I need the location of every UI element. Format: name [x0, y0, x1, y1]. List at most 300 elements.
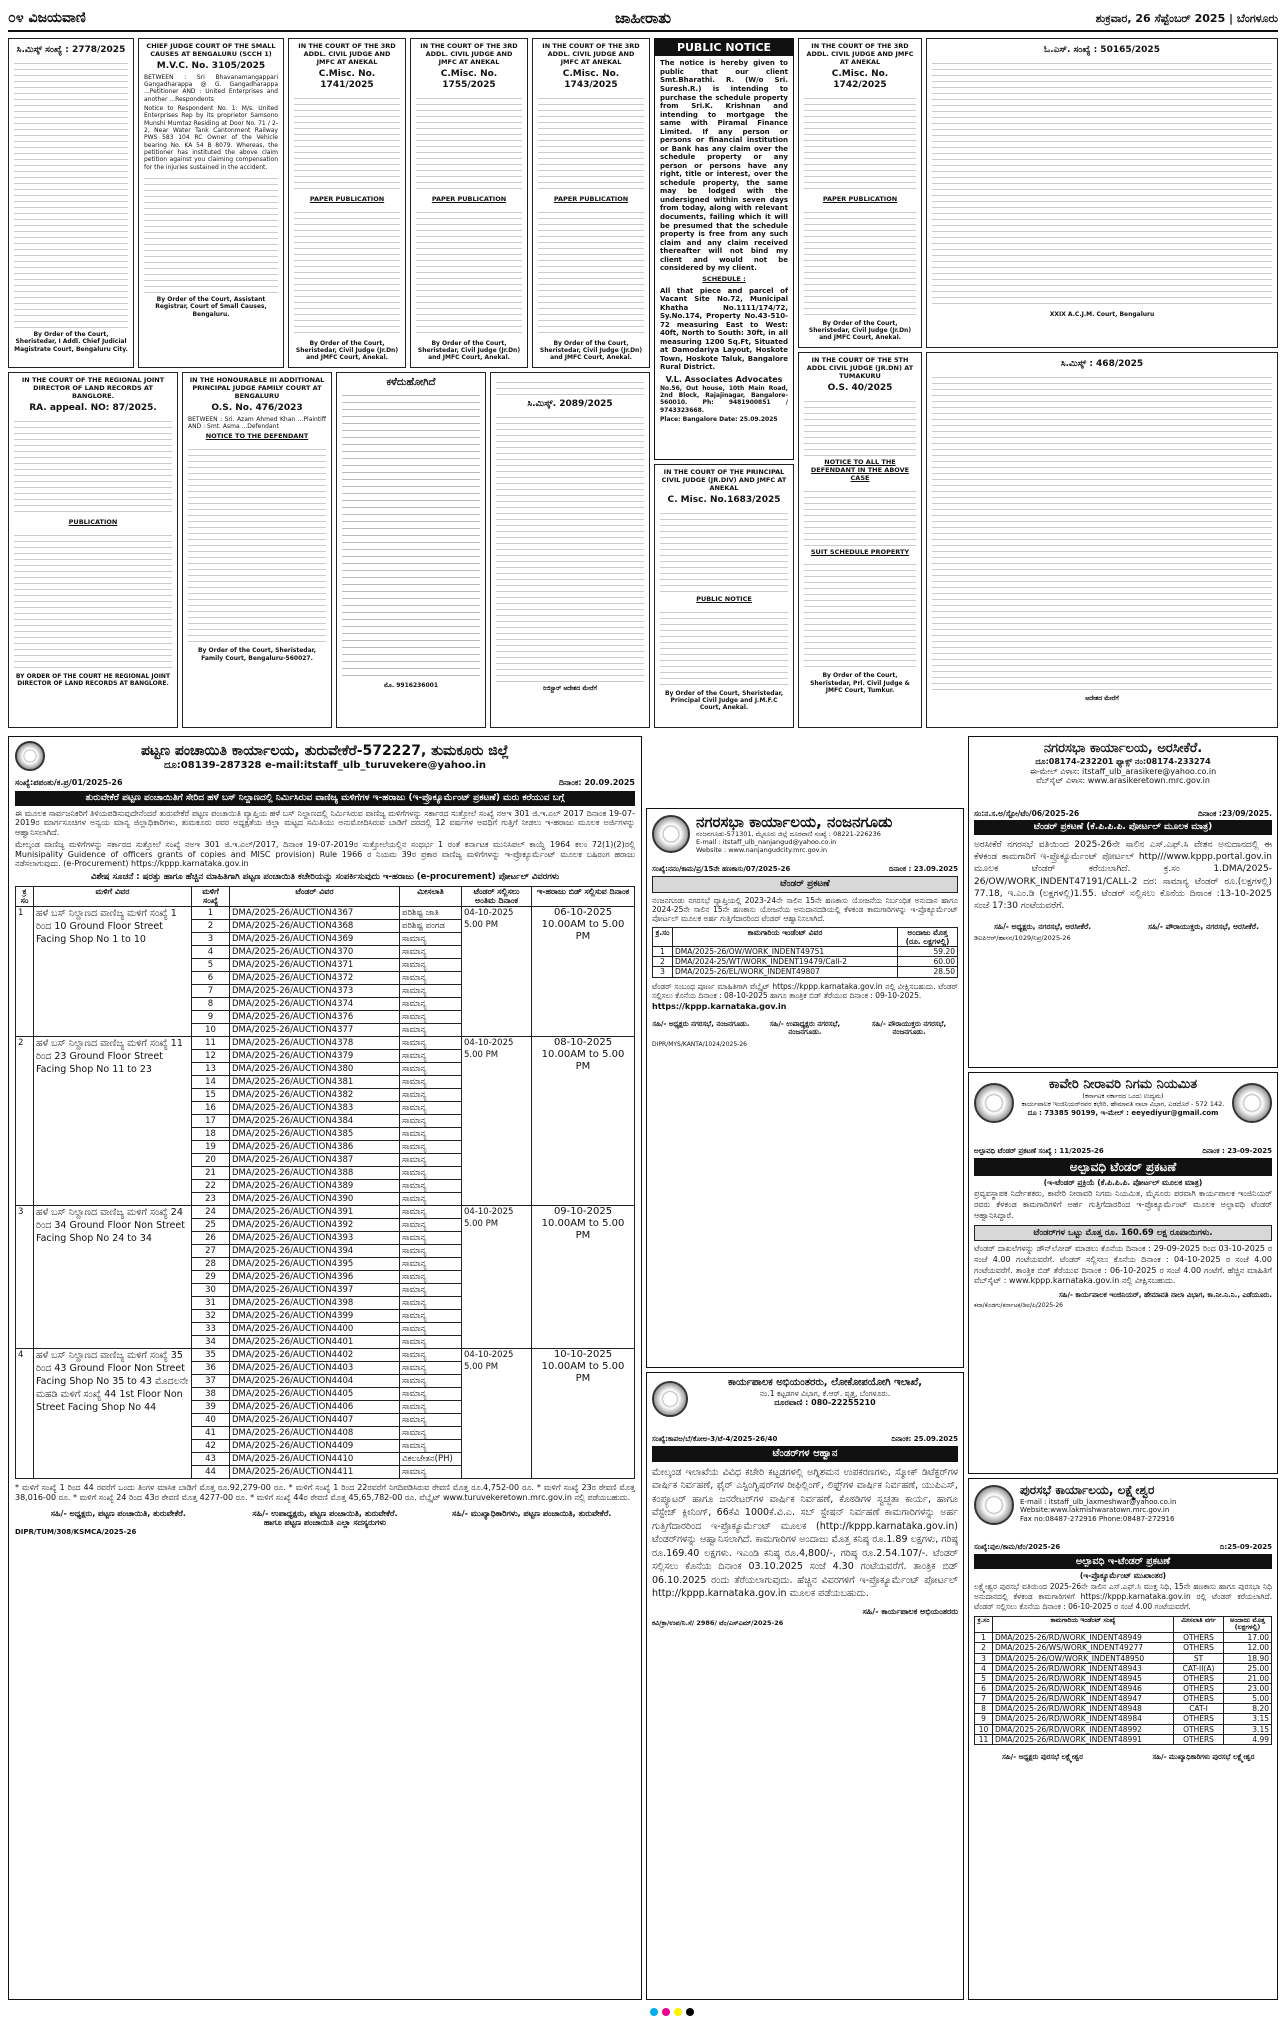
ad-footnote: * ಮಳಿಗೆ ಸಂಖ್ಯೆ 1 ರಿಂದ 44 ರವರೆಗೆ ಒಂದು ತಿಂಗಳ ಮಾಸಿಕ ಬಾಡಿಗೆ ಮೊತ್ತ ರೂ.92,279-00 ರೂ. * ಮಳಿಗೆ ಸಂಖ್ಯೆ 1 ರಿಂದ 22ರವರೆಗೆ ನಿಗದಿಪಡಿಸಿರುವ ಠೇವಣಿ ಮೊತ್ತ ರೂ.4,752-00 ರೂ. * ಮಳಿಗೆ ಸಂಖ್ಯೆ 23ರ ಠೇವಣಿ ಮೊತ್ತ 38,016-00 ರೂ. * ಮಳಿಗೆ ಸಂಖ್ಯೆ 24 ರಿಂದ 43ರ ಠೇವಣಿ ಮೊತ್ತ 4277-00 ರೂ. * ಮಳಿಗೆ ಸಂಖ್ಯೆ 44ರ ಠೇವಣಿ ಮೊತ್ತ 45,65,782-00 ರೂ. ವೆಬ್ಸೈಟ್ www.turuvekeretown.mrc.gov.in ನಲ್ಲಿ ಪಡೆಯಬಹುದು. — [15, 1483, 635, 1502]
page-number: ೦೪ ವಿಜಯವಾಣಿ — [8, 10, 86, 26]
dipr-code: DIPR/MYS/KANTA/1024/2025-26 — [652, 1040, 747, 1048]
reservation: ಸಾಮಾನ್ಯ — [400, 972, 462, 985]
table-cell: 2 — [653, 957, 673, 967]
signature-vice-president: ಸಹಿ/- ಉಪಾಧ್ಯಕ್ಷರು, ಪಟ್ಟಣ ಪಂಚಾಯಿತಿ, ತುರುವೇಕೆರೆ. — [252, 1508, 398, 1518]
notice-signature: ಮೊ. 9916236001 — [383, 682, 439, 690]
shop-number: 32 — [192, 1310, 230, 1323]
reservation: ಸಾಮಾನ್ಯ — [400, 1180, 462, 1193]
group-description: ಹಳೆ ಬಸ್ ನಿಲ್ದಾಣದ ವಾಣಿಜ್ಯ ಮಳಿಗೆ ಸಂಖ್ಯೆ 35 ರಿಂದ 43 Ground Floor Non Street Facing Shop No 35 to 43 ಮೊದಲನೇ ಮಹಡಿ ಮಳಿಗೆ ಸಂಖ್ಯೆ 44 1st Floor Non Street Facing Shop No 44 — [34, 1349, 192, 1479]
shop-number: 44 — [192, 1466, 230, 1479]
ad-body: ಲಕ್ಷ್ಮೇಶ್ವರ ಪುರಸಭೆ ವತಿಯಿಂದ 2025-26ನೇ ಸಾಲಿನ ಎಸ್.ಎಫ್.ಸಿ ಮುಕ್ತ ನಿಧಿ, 15ನೇ ಹಣಕಾಸು ಹಾಗೂ ಪುರಸಭಾ ನಿಧಿ ಅನುದಾನದಲ್ಲಿ ಕೆಳಕಂಡ ಕಾಮಗಾರಿಗಳಿಗೆ https://kppp.karnataka.gov.in ರಲ್ಲಿ ಟೆಂಡರ್ ಕರೆಯಲಾಗಿದೆ. ಟೆಂಡರ್ ಸಲ್ಲಿಸಲು ಕೊನೆಯ ದಿನಾಂಕ : 06-10-2025 ರ ಸಂಜೆ 4.00 ಗಂಟೆಯವರೆಗೆ. — [974, 1582, 1272, 1611]
black-dot — [686, 2008, 694, 2016]
table-cell: DMA/2025-26/RD/WORK_INDENT48991 — [993, 1734, 1174, 1744]
reservation: ಸಾಮಾನ್ಯ — [400, 1362, 462, 1375]
bid-date: 06-10-2025 10.00AM to 5.00 PM — [532, 907, 635, 1037]
reservation: ಸಾಮಾನ್ಯ — [400, 985, 462, 998]
tender-id: DMA/2025-26/AUCTION4384 — [230, 1115, 400, 1128]
tender-id: DMA/2025-26/AUCTION4369 — [230, 933, 400, 946]
notice-cmisc-2778 — [8, 38, 134, 368]
reference-number: ಸಂಖ್ಯೆ:ಪಪಂತು/ಕ.ಪ್ರ/01/2025-26 — [15, 778, 123, 787]
col-header: ಅಂದಾಜು ಮೊತ್ತ (ರೂ. ಲಕ್ಷಗಳಲ್ಲಿ) — [898, 927, 958, 946]
ad-banner: ಟೆಂಡರ್ ಪ್ರಕಟಣೆ — [652, 876, 958, 893]
reservation: ಸಾಮಾನ್ಯ — [400, 1284, 462, 1297]
office-website: Website : www.nanjangudcity.mrc.gov.in — [696, 846, 828, 855]
notice-mvc-3105 — [138, 38, 284, 368]
tender-id: DMA/2025-26/AUCTION4408 — [230, 1427, 400, 1440]
case-parties: BETWEEN : Sri Bhavanamangappari Gangadharappa @ G. Gangadharappa ...Petitioner AND : United Enterprises and another ...Respondents — [144, 73, 278, 103]
reservation: ಸಾಮಾನ್ಯ — [400, 1089, 462, 1102]
table-cell: DMA/2025-26/RD/WORK_INDENT48945 — [993, 1673, 1174, 1683]
notice-text-block — [294, 207, 400, 337]
signature-president: ಸಹಿ/- ಅಧ್ಯಕ್ಷರು, ನಗರಸಭೆ, ಅರಸೀಕೆರೆ. — [993, 921, 1092, 931]
notice-body: The notice is hereby given to public that our client Smt.Bharathi. R. (W/o Sri. Suresh.R.) is intending to purchase the schedule property from Sri.K. Krishnan and intending to mortgage the same with Piramal Finance Limited. If any person or persons or financial institution or Bank has any claim over the schedule property or any person or persons have any right, title or interest, over the schedule property, the same may be lodged with the undersigned within seven days from today, along with relevant documents, failing which it will be presumed that the schedule property is free from any such claim and any claim received thereafter will not bind my client and would not be considered by my client. — [660, 59, 788, 273]
tender-id: DMA/2025-26/AUCTION4399 — [230, 1310, 400, 1323]
notice-signature: By Order of the Court, Sheristedar, Principal Civil Judge and J.M.F.C Court, Anekal. — [664, 689, 784, 712]
ad-banner-sub: (ಇ-ಪ್ರೊಕ್ಯೂರ್ಮೆಂಟ್ ಮುಖಾಂತರ) — [1079, 1571, 1167, 1581]
reservation: ಸಾಮಾನ್ಯ — [400, 1427, 462, 1440]
tender-id: DMA/2025-26/AUCTION4387 — [230, 1154, 400, 1167]
reference-number: ಸಂ:ನ.ಸ.ಅ/ಸ್ಟೋ/ಟೆಂ/06/2025-26 — [974, 809, 1080, 818]
table-cell: OTHERS — [1174, 1684, 1224, 1694]
notice-signature: ರಿಜಿಸ್ಟ್ರಾರ್ ಆದೇಶದ ಮೇರೆಗೆ — [543, 684, 597, 692]
tender-id: DMA/2025-26/AUCTION4388 — [230, 1167, 400, 1180]
office-name: ನಗರಸಭಾ ಕಾರ್ಯಾಲಯ, ಅರಸೀಕೆರೆ. — [1043, 741, 1203, 756]
tender-id: DMA/2025-26/AUCTION4377 — [230, 1024, 400, 1037]
table-cell: 8 — [975, 1704, 993, 1714]
notice-text-block — [496, 377, 644, 397]
notice-text-block — [188, 444, 326, 644]
ad-banner: ತುರುವೇಕೆರೆ ಪಟ್ಟಣ ಪಂಚಾಯಿತಿಗೆ ಸೇರಿದ ಹಳೆ ಬಸ್ ನಿಲ್ದಾಣದಲ್ಲಿ ನಿರ್ಮಿಸಿರುವ ವಾಣಿಜ್ಯ ಮಳಿಗೆಗಳ ಇ-ಹರಾಜು (ಇ-ಪ್ರೊಕ್ಯೂರ್ಮೆಂಟ್ ಪ್ರಕಟಣೆ) ಮರು ಕರೆಯುವ ಬಗ್ಗೆ — [15, 791, 635, 806]
shop-number: 13 — [192, 1063, 230, 1076]
table-cell: DMA/2025-26/WS/WORK_INDENT49277 — [993, 1643, 1174, 1653]
signature-commissioner: ಸಹಿ/- ಪೌರಾಯುಕ್ತರು, ನಗರಸಭೆ, ಅರಸೀಕೆರೆ. — [1147, 921, 1259, 931]
table-row — [975, 1673, 1272, 1683]
notice-text-block — [804, 396, 916, 456]
tender-id: DMA/2025-26/AUCTION4382 — [230, 1089, 400, 1102]
ad-header — [652, 1377, 958, 1433]
table-cell: DMA/2025-26/RD/WORK_INDENT48984 — [993, 1714, 1174, 1724]
table-row — [16, 907, 635, 920]
table-row — [975, 1694, 1272, 1704]
table-row — [975, 1643, 1272, 1653]
tender-id: DMA/2025-26/AUCTION4407 — [230, 1414, 400, 1427]
case-number: M.V.C. No. 3105/2025 — [156, 60, 266, 71]
shop-number: 8 — [192, 998, 230, 1011]
reservation: ಸಾಮಾನ್ಯ — [400, 1297, 462, 1310]
tender-id: DMA/2025-26/AUCTION4379 — [230, 1050, 400, 1063]
table-cell: 59.20 — [898, 947, 958, 957]
group-description: ಹಳೆ ಬಸ್ ನಿಲ್ದಾಣದ ವಾಣಿಜ್ಯ ಮಳಿಗೆ ಸಂಖ್ಯೆ 1 ರಿಂದ 10 Ground Floor Street Facing Shop No 1 to 10 — [34, 907, 192, 1037]
ad-header — [974, 741, 1272, 807]
notice-signature: By Order of the Court, Sheristedar, Prl. Civil Judge & JMFC Court, Tumkur. — [810, 672, 910, 695]
last-date: 04-10-2025 5.00 PM — [462, 1349, 532, 1479]
ad-body: ಅರಸೀಕೆರೆ ನಗರಸಭೆ ವತಿಯಿಂದ 2025-26ನೇ ಸಾಲಿನ ಎಸ್.ಎಫ್.ಸಿ ವೇತನ ಅನುದಾನದಲ್ಲಿ ಈ ಕೆಳಕಂಡ ಕಾಮಗಾರಿಗೆ ಇ-ಪ್ರೊಕ್ಯೂರ್ಮೆಂಟ್ ಪೋರ್ಟಲ್ http///www.kppp.portal.gov.in ಮೂಲಕ ಟೆಂಡರ್ ಕರೆಯಲಾಗಿದೆ. ಕ್ರ.ಸಂ 1.DMA/2025-26/OW/WORK_INDENT47191/CALL-2 ದರ: ಸಾಮಾನ್ಯ ಟೆಂಡರ್ ರೂ.(ಲಕ್ಷಗಳಲ್ಲಿ) 77.18, ಇ.ಎಂ.ಡಿ (ಲಕ್ಷಗಳಲ್ಲಿ)1.55. ಟೆಂಡರ್ ಸಲ್ಲಿಸಲು ಕೊನೆಯ ದಿನಾಂಕ :13-10-2025 ಸಂಜೆ 17:30 ಗಂಟೆಯವರೆಗೆ. — [974, 840, 1272, 911]
table-row — [16, 1037, 635, 1050]
tender-amount: ಟೆಂಡರ್‌ಗಳ ಒಟ್ಟು ಮೊತ್ತ ರೂ. 160.69 ಲಕ್ಷ ರೂಪಾಯಿಗಳು. — [974, 1225, 1272, 1241]
karnataka-emblem-icon — [652, 1381, 688, 1417]
signature-engineer: ಸಹಿ/- ಕಾರ್ಯಪಾಲಕ ಅಭಿಯಂತರರು — [862, 1606, 958, 1616]
reference-number: ಅಲ್ಪಾವಧಿ ಟೆಂಡರ್ ಪ್ರಕಟಣೆ ಸಂಖ್ಯೆ : 11/2025-26 — [974, 1147, 1104, 1155]
tender-id: DMA/2025-26/AUCTION4400 — [230, 1323, 400, 1336]
ref-line — [15, 778, 635, 788]
notice-cmisc-2089 — [490, 372, 650, 728]
notice-text-block — [144, 173, 278, 293]
notice-text-block — [496, 412, 644, 682]
lakshmeshwar-table-body — [975, 1633, 1272, 1745]
office-email: E-mail : itstaff_ulb_nanjangud@yahoo.co.in — [696, 838, 837, 847]
notice-signature: By Order of the Court, Sheristedar, Civil Judge (Jr.Dn) and JMFC Court, Anekal. — [808, 319, 912, 342]
table-cell: 5.00 — [1224, 1694, 1272, 1704]
masthead — [8, 6, 1278, 32]
tender-id: DMA/2025-26/AUCTION4374 — [230, 998, 400, 1011]
notice-date: ದಿನಾಂಕ: 25.09.2025 — [891, 1435, 958, 1443]
table-cell: OTHERS — [1174, 1694, 1224, 1704]
tender-id: DMA/2025-26/AUCTION4385 — [230, 1128, 400, 1141]
court-name: IN THE COURT OF THE 3RD ADDL. CIVIL JUDGE AND JMFC AT ANEKAL — [420, 42, 518, 66]
notice-signature: By Order of the Court, Sheristedar, Civil Judge (Jr.Dn) and JMFC Court, Anekal. — [417, 339, 521, 362]
ad-banner: ಅಲ್ಪಾವಧಿ ಇ-ಟೆಂಡರ್ ಪ್ರಕಟಣೆ — [974, 1554, 1272, 1570]
notice-signature: By Order of the Court, Sheristedar, Civil Judge (Jr.Dn) and JMFC Court, Anekal. — [539, 339, 643, 362]
lakshmeshwar-tender-table — [974, 1616, 1272, 1745]
tender-id: DMA/2025-26/AUCTION4367 — [230, 907, 400, 920]
notice-title: ಸಿ.ಮಿಸ್ಕ್ ಸಂಖ್ಯೆ : 2778/2025 — [16, 45, 126, 55]
case-number: C.Misc. No. 1741/2025 — [318, 68, 376, 90]
last-date: 04-10-2025 5.00 PM — [462, 907, 532, 1037]
karnataka-emblem-icon — [1232, 1083, 1272, 1123]
reservation: ಸಾಮಾನ್ಯ — [400, 1349, 462, 1362]
court-name: IN THE COURT OF THE 3RD ADDL. CIVIL JUDGE AND JMFC AT ANEKAL — [298, 42, 396, 66]
office-name: ಕಾರ್ಯಪಾಲಕ ಅಭಿಯಂತರರು, ಲೋಕೋಪಯೋಗಿ ಇಲಾಖೆ, — [727, 1377, 923, 1388]
notice-subtitle: PAPER PUBLICATION — [431, 194, 507, 203]
notice-cmisc-1755 — [410, 38, 528, 368]
office-phone: Fax no:08487-272916 Phone:08487-272916 — [1020, 1514, 1175, 1523]
table-header-row — [16, 886, 635, 907]
col-header: ಮೀಸಲಾತಿ ವರ್ಗ — [1174, 1616, 1224, 1633]
notice-text-block — [538, 207, 644, 337]
notice-signature: XXIX A.C.J.M. Court, Bengaluru — [1049, 310, 1155, 318]
notice-land-records-appeal — [8, 372, 178, 728]
reservation: ಸಾಮಾನ್ಯ — [400, 946, 462, 959]
tender-id: DMA/2025-26/AUCTION4406 — [230, 1401, 400, 1414]
table-row — [975, 1663, 1272, 1673]
shop-number: 27 — [192, 1245, 230, 1258]
table-cell: OTHERS — [1174, 1643, 1224, 1653]
reservation: ಸಾಮಾನ್ಯ — [400, 1141, 462, 1154]
col-header: ಮೀಸಲಾತಿ — [400, 886, 462, 907]
signature-chief-officer: ಸಹಿ/- ಮುಖ್ಯಾಧಿಕಾರಿಗಳು ಪುರಸಭೆ ಲಕ್ಷ್ಮೇಶ್ವರ — [1152, 1752, 1255, 1761]
tender-id: DMA/2025-26/AUCTION4380 — [230, 1063, 400, 1076]
office-address: ಕಾರ್ಯಪಾಲಕ ಇಂಜಿನಿಯರ್‌ರವರ ಕಛೇರಿ, ಹೇಮಾವತಿ ನಾಲಾ ವಿಭಾಗ, ಎಡದೊರೆ - 572 142. — [1021, 1099, 1225, 1108]
office-address: ನಂ.1 ಕಟ್ಟಡಗಳ ವಿಭಾಗ, ಕೆ.ಆರ್. ವೃತ್ತ, ಬೆಂಗಳೂರು. — [759, 1389, 891, 1399]
case-number: O.S. No. 476/2023 — [211, 402, 303, 413]
ref-line — [974, 809, 1272, 818]
reference-number: ಸಂಖ್ಯೆ:ಕಾಪಅ/ಬೆ/ಕೋಅ-3/ಟೆ-4/2025-26/40 — [652, 1435, 778, 1443]
notice-subtitle: NOTICE TO ALL THE DEFENDANT IN THE ABOVE CASE — [810, 457, 910, 482]
court-name: IN THE COURT OF THE REGIONAL JOINT DIRECTOR OF LAND RECORDS AT BANGLORE. — [21, 376, 165, 400]
notice-subtitle: PAPER PUBLICATION — [822, 194, 898, 203]
reservation: ಸಾಮಾನ್ಯ — [400, 1050, 462, 1063]
tender-id: DMA/2025-26/AUCTION4404 — [230, 1375, 400, 1388]
nanjangud-table-body — [653, 947, 958, 977]
office-phone: ದೂರವಾಣಿ : 080-22255210 — [774, 1398, 876, 1408]
ad-signatures — [974, 922, 1272, 931]
last-date: 04-10-2025 5.00 PM — [462, 1206, 532, 1349]
ref-line — [974, 1543, 1272, 1552]
shop-number: 14 — [192, 1076, 230, 1089]
tender-id: DMA/2025-26/AUCTION4368 — [230, 920, 400, 933]
table-row — [653, 957, 958, 967]
table-cell: 7 — [975, 1694, 993, 1704]
bid-date: 10-10-2025 10.00AM to 5.00 PM — [532, 1349, 635, 1479]
ad-body-2: ಟೆಂಡರ್ ಸಂಬಂಧ ಪೂರ್ಣ ಮಾಹಿತಿಗಾಗಿ ವೆಬ್ಸೈಟ್ https://kppp.karnataka.gov.in ನಲ್ಲಿ ವೀಕ್ಷಿಸಬಹುದು. ಟೆಂಡರ್ ಸಲ್ಲಿಸಲು ಕೊನೆಯ ದಿನಾಂಕ : 08-10-2025 ಹಾಗೂ ತಾಂತ್ರಿಕ ಬಿಡ್ ತೆರೆಯುವ ದಿನಾಂಕ : 09-10-2025. — [652, 981, 958, 1000]
notice-cmisc-1683 — [654, 464, 794, 728]
table-cell: 8.20 — [1224, 1704, 1272, 1714]
table-cell: OTHERS — [1174, 1633, 1224, 1643]
karnataka-emblem-icon — [652, 815, 690, 853]
tender-id: DMA/2025-26/AUCTION4403 — [230, 1362, 400, 1375]
shop-number: 10 — [192, 1024, 230, 1037]
signature-members: ಹಾಗೂ ಪಟ್ಟಣ ಪಂಚಾಯಿತಿ ಎಲ್ಲಾ ಸದಸ್ಯರುಗಳು — [263, 1518, 387, 1528]
case-number: ಸಿ.ಮಿಸ್ಕ್. 2089/2025 — [527, 399, 613, 409]
reservation: ಸಾಮಾನ್ಯ — [400, 1401, 462, 1414]
table-header-row — [975, 1616, 1272, 1633]
notice-text-block — [804, 486, 916, 546]
table-cell: 1 — [975, 1633, 993, 1643]
table-cell: 1 — [653, 947, 673, 957]
table-row — [16, 1349, 635, 1362]
reservation: ಸಾಮಾನ್ಯ — [400, 1388, 462, 1401]
nanjangud-tender-ad — [646, 808, 964, 1368]
auction-table — [15, 886, 635, 1480]
shop-number: 29 — [192, 1271, 230, 1284]
table-cell: OTHERS — [1174, 1673, 1224, 1683]
notice-place-date: Place: Bangalore Date: 25.09.2025 — [660, 415, 778, 423]
notice-text-block — [660, 607, 788, 687]
notice-text-block — [416, 207, 522, 337]
bid-date: 09-10-2025 10.00AM to 5.00 PM — [532, 1206, 635, 1349]
notice-subtitle: PUBLIC NOTICE — [696, 594, 752, 603]
table-cell: DMA/2025-26/EL/WORK_INDENT49807 — [673, 967, 898, 977]
shop-number: 41 — [192, 1427, 230, 1440]
yellow-dot — [674, 2008, 682, 2016]
portal-link[interactable]: https://kppp.karnataka.gov.in — [652, 1001, 787, 1011]
notice-signature: By Order of the Court, Assistant Registrar, Court of Small Causes, Bengaluru. — [155, 295, 267, 318]
notice-signature: BY ORDER OF THE COURT HE REGIONAL JOINT DIRECTOR OF LAND RECORDS AT BANGLORE. — [15, 672, 171, 687]
court-name: IN THE HONOURABLE III ADDITIONAL PRINCIPAL JUDGE FAMILY COURT AT BENGALURU — [189, 376, 325, 400]
notice-text-block — [14, 530, 172, 670]
reservation: ವಿಕಲಚೇತನ(PH) — [400, 1453, 462, 1466]
table-cell: 5 — [975, 1673, 993, 1683]
reservation: ಸಾಮಾನ್ಯ — [400, 1193, 462, 1206]
shop-number: 33 — [192, 1323, 230, 1336]
tender-id: DMA/2025-26/AUCTION4373 — [230, 985, 400, 998]
dipr-code: DIPR/TUM/308/KSMCA/2025-26 — [15, 1528, 137, 1537]
table-cell: DMA/2025-26/OW/WORK_INDENT49751 — [673, 947, 898, 957]
table-cell: 4.99 — [1224, 1734, 1272, 1744]
table-cell: 9 — [975, 1714, 993, 1724]
table-cell: DMA/2024-25/WT/WORK_INDENT19479/Call-2 — [673, 957, 898, 967]
shop-number: 26 — [192, 1232, 230, 1245]
office-name: ಪುರಸಭೆ ಕಾರ್ಯಾಲಯ, ಲಕ್ಷ್ಮೇಶ್ವರ — [1020, 1483, 1155, 1497]
tender-id: DMA/2025-26/AUCTION4391 — [230, 1206, 400, 1219]
tender-id: DMA/2025-26/AUCTION4372 — [230, 972, 400, 985]
table-row — [975, 1714, 1272, 1724]
col-header: ಕ್ರ.ಸಂ — [975, 1616, 993, 1633]
last-date: 04-10-2025 5.00 PM — [462, 1037, 532, 1206]
table-row — [975, 1734, 1272, 1744]
ad-banner: ಟೆಂಡರ್ ಪ್ರಕಟಣೆ (ಕೆ.ಪಿ.ಪಿ.ಪಿ. ಪೋರ್ಟಲ್ ಮೂಲಕ ಮಾತ್ರ) — [974, 820, 1272, 835]
case-number: RA. appeal. NO: 87/2025. — [29, 402, 157, 413]
ad-body: ಮೇಲ್ಕಂಡ ಇಲಾಖೆಯ ವಿವಿಧ ಕಚೇರಿ ಕಟ್ಟಡಗಳಲ್ಲಿ ಅಗ್ನಿಶಮನ ಉಪಕರಣಗಳು, ಸ್ಮೋಕ್ ಡಿಟೆಕ್ಟರ್‌ಗಳ ವಾರ್ಷಿಕ ನಿರ್ವಹಣೆ, ಫೈರ್ ಎಸ್ಟಿಂಗ್ವಿಷರ್‌ಗಳ ರೀಫಿಲ್ಲಿಂಗ್, ಲಿಫ್ಟ್‌ಗಳ ವಾರ್ಷಿಕ ನಿರ್ವಹಣೆ, ಯುಪಿಎಸ್, ಕಂಪ್ಯೂಟರ್ ಹಾಗೂ ಜನರೇಟರ್‌ಗಳ ವಾರ್ಷಿಕ ನಿರ್ವಹಣೆ, ಕೊಠಡಿಗಳ ಸ್ವಚ್ಛತಾ ಕಾರ್ಯ, ಹಾಗೂ ವೆಸ್ಟೇಜ್ ಕ್ಲೀನಿಂಗ್, 66ಕೆವಿ 1000ಕೆ.ವಿ.ಎ. ಸಬ್ ಸ್ಟೇಷನ್ ನಿರ್ವಹಣೆ ಕಾಮಗಾರಿಗಳನ್ನು ಅರ್ಹ ಗುತ್ತಿಗೆದಾರರಿಂದ ಇ-ಪ್ರೊಕ್ಯೂರ್ಮೆಂಟ್ ಮೂಲಕ (http://kppp.karnataka.gov.in) ಟೆಂಡರ್‌ಗಳನ್ನು ಆಹ್ವಾನಿಸಲಾಗಿದೆ. ಕಾಮಗಾರಿಗಳ ಅಂದಾಜು ಮೊತ್ತ ಕನಿಷ್ಠ ರೂ.1.89 ಲಕ್ಷಗಳು, ಗರಿಷ್ಠ ರೂ.169.40 ಲಕ್ಷಗಳು. ಇಎಂಡಿ ಕನಿಷ್ಠ ರೂ.4,800/-, ಗರಿಷ್ಠ ರೂ.2.54.107/-. ಟೆಂಡರ್ ಸಲ್ಲಿಸಲು ಕೊನೆಯ ದಿನಾಂಕ 03.10.2025 ಸಂಜೆ 4.30 ಗಂಟೆಯವರೆಗೆ. ತಾಂತ್ರಿಕ ಬಿಡ್ 06.10.2025 ರಂದು ತೆರೆಯಲಾಗುವುದು. ಹೆಚ್ಚಿನ ವಿವರಗಳಿಗೆ ಇ-ಪ್ರೊಕ್ಯೂರ್ಮೆಂಟ್ ಪೋರ್ಟಲ್ http://kppp.karnataka.gov.in ಮೂಲಕ ಪಡೆಯಬಹುದು. — [652, 1466, 958, 1600]
col-header: ಇ-ಹರಾಜು ಬಿಡ್ ಸಲ್ಲಿಸುವ ದಿನಾಂಕ — [532, 886, 635, 907]
ad-body: ನಂಜನಗೂಡು ನಗರಸಭೆ ವ್ಯಾಪ್ತಿಯಲ್ಲಿ 2023-24ನೇ ಸಾಲಿನ 15ನೇ ಹಣಕಾಸು ಯೋಜನೆಯ ನಿರ್ಬಂಧಿತ ಅನುದಾನ ಹಾಗೂ 2024-25ನೇ ಸಾಲಿನ 15ನೇ ಹಣಕಾಸು ಯೋಜನೆಯ ಅನುದಾನದಡಿಯಲ್ಲಿ ಕೆಳಕಂಡ ಕಾಮಗಾರಿಗಳನ್ನು ಇ-ಪ್ರೊಕ್ಯೂರ್ಮೆಂಟ್ ಪೋರ್ಟಲ್ ಮೂಲಕ ಅರ್ಹ ಗುತ್ತಿಗೆದಾರರಿಂದ ಟೆಂಡರ್ ಆಹ್ವಾನಿಸಲಾಗಿದೆ. — [652, 895, 958, 923]
tender-id: DMA/2025-26/AUCTION4411 — [230, 1466, 400, 1479]
table-cell: OTHERS — [1174, 1724, 1224, 1734]
notice-os-50165 — [926, 38, 1278, 348]
advocate-address: No.56, Out house, 10th Main Road, 2nd Block, Rajajinagar, Bangalore-560010. Ph: 9481900851 / 9743323668. — [660, 384, 788, 414]
tender-id: DMA/2025-26/AUCTION4398 — [230, 1297, 400, 1310]
court-name: IN THE COURT OF THE PRINCIPAL CIVIL JUDGE (JR.DIV) AND JMFC AT ANEKAL — [661, 468, 787, 492]
notice-title: PUBLIC NOTICE — [655, 39, 793, 56]
notice-cmisc-1742 — [798, 38, 922, 348]
table-cell: 17.00 — [1224, 1633, 1272, 1643]
dipr-code: ಕವಿ/ಕ್ರಾ/ಉಪ/ನಿ.ಸೆ/ 2986/ ಟೆಂ/ಎಸ್ಎಮ್/2025-26 — [652, 1619, 784, 1628]
ad-header — [974, 1483, 1272, 1541]
reservation: ಸಾಮಾನ್ಯ — [400, 1024, 462, 1037]
shop-number: 19 — [192, 1141, 230, 1154]
notice-text-block — [804, 559, 916, 669]
case-number: C. Misc. No.1683/2025 — [667, 494, 781, 505]
group-sl: 1 — [16, 907, 34, 1037]
tender-id: DMA/2025-26/AUCTION4378 — [230, 1037, 400, 1050]
table-cell: DMA/2025-26/RD/WORK_INDENT48947 — [993, 1694, 1174, 1704]
tender-id: DMA/2025-26/AUCTION4390 — [230, 1193, 400, 1206]
dipr-code: ಡಿಐಪಿಆರ್/ಹಾಸನ/1029/ನಿಪ್ರ/2025-26 — [974, 934, 1071, 943]
reservation: ಸಾಮಾನ್ಯ — [400, 933, 462, 946]
reservation: ಸಾಮಾನ್ಯ — [400, 1154, 462, 1167]
tender-id: DMA/2025-26/AUCTION4383 — [230, 1102, 400, 1115]
office-contact: ದೂ : 73385 90199, ಇ-ಮೇಲ್ : eeyediyur@gmail.com — [1027, 1108, 1219, 1117]
shop-number: 30 — [192, 1284, 230, 1297]
ad-signatures — [652, 1020, 958, 1037]
office-contact: ದೂ:08139-287328 e-mail:itstaff_ulb_turuvekere@yahoo.in — [163, 760, 487, 772]
shop-number: 17 — [192, 1115, 230, 1128]
office-email: E-mail : itstaff_ulb_laxmeshwar@yahoo.co.in — [1020, 1497, 1177, 1506]
signature-chief-officer: ಸಹಿ/- ಮುಖ್ಯಾಧಿಕಾರಿಗಳು, ಪಟ್ಟಣ ಪಂಚಾಯಿತಿ, ತುರುವೇಕೆರೆ. — [451, 1508, 612, 1518]
tender-id: DMA/2025-26/AUCTION4370 — [230, 946, 400, 959]
notice-signature: By Order of the Court, Sheristedar, I Addl. Chief Judicial Magistrate Court, Bengaluru City. — [14, 330, 128, 353]
lakshmeshwar-tender-ad — [968, 1478, 1278, 2000]
shop-number: 42 — [192, 1440, 230, 1453]
notice-text-block — [932, 58, 1272, 308]
reservation: ಸಾಮಾನ್ಯ — [400, 1011, 462, 1024]
col-header: ಕ್ರ.ಸಂ — [653, 927, 673, 946]
shop-number: 22 — [192, 1180, 230, 1193]
shop-number: 21 — [192, 1167, 230, 1180]
reference-number: ಸಂಖ್ಯೆ:ಪುಲ/ಕಾಮ/ಟೆಂ/2025-26 — [974, 1543, 1061, 1551]
table-cell: 3 — [653, 967, 673, 977]
table-cell: OTHERS — [1174, 1714, 1224, 1724]
kaveri-logo-icon — [974, 1083, 1014, 1123]
schedule-title: SUIT SCHEDULE PROPERTY — [810, 547, 910, 556]
table-cell: DMA/2025-26/RD/WORK_INDENT48992 — [993, 1724, 1174, 1734]
tender-id: DMA/2025-26/AUCTION4376 — [230, 1011, 400, 1024]
office-website: ವೆಬ್‌ಸೈಟ್ ವಿಳಾಸ: www.arasikeretown.mrc.gov.in — [1036, 776, 1210, 786]
issue-date: ಶುಕ್ರವಾರ, 26 ಸೆಪ್ಟೆಂಬರ್ 2025 | ಬೆಂಗಳೂರು — [1095, 12, 1278, 25]
table-cell: 18.90 — [1224, 1653, 1272, 1663]
office-email: ಈ-ಮೇಲ್ ವಿಳಾಸ: itstaff_ulb_arasikere@yahoo.co.in — [1029, 766, 1217, 776]
schedule-text: All that piece and parcel of Vacant Site No.72, Municipal Khatha No.1111/174/72, Sy.No.174, Property No.43-510-72 measuring East to West: 40ft, North to South: 30ft, in all measuring 1200 Sq.Ft, Situated at Damodariya Layout, Hoskote Town, Hoskote Taluk, Bangalore Rural District. — [660, 286, 788, 372]
shop-number: 1 — [192, 907, 230, 920]
table-cell: 28.50 — [898, 967, 958, 977]
reservation: ಸಾಮಾನ್ಯ — [400, 1310, 462, 1323]
shop-number: 18 — [192, 1128, 230, 1141]
notice-title: ಕಳೆದುಹೋಗಿದೆ — [386, 377, 436, 388]
shop-number: 40 — [192, 1414, 230, 1427]
court-name: IN THE COURT OF THE 3RD ADDL. CIVIL JUDGE AND JMFC AT ANEKAL — [542, 42, 640, 66]
table-row — [653, 967, 958, 977]
table-row — [975, 1633, 1272, 1643]
ad-body: ಪ್ರವ್ಯವಸ್ಥಾಪಕ ನಿರ್ದೇಶಕರು, ಕಾವೇರಿ ನೀರಾವರಿ ನಿಗಮ ನಿಯಮಿತ, ಮೈಸೂರು ಪರವಾಗಿ ಕಾರ್ಯಪಾಲಕ ಇಂಜಿನಿಯರ್ ರವರು ಕೆಳಕಂಡ ಕಾಮಗಾರಿಗಳಿಗೆ ಅರ್ಹ ಗುತ್ತಿಗೆದಾರರಿಂದ ಇ-ಪ್ರೊಕ್ಯೂರ್ಮೆಂಟ್ ಮೂಲಕ ಅಲ್ಪಾವಧಿ ಟೆಂಡರ್ ಆಹ್ವಾನಿಸಿದ್ದಾರೆ. — [974, 1189, 1272, 1220]
office-phone: ದೂ:08174-232201 ಫ್ಯಾಕ್ಸ್ ನಂ:08174-233274 — [1035, 756, 1211, 766]
shop-number: 24 — [192, 1206, 230, 1219]
table-cell: ST — [1174, 1653, 1224, 1663]
table-cell: DMA/2025-26/RD/WORK_INDENT48946 — [993, 1684, 1174, 1694]
shop-number: 3 — [192, 933, 230, 946]
signature-vice-president: ಸಹಿ/- ಉಪಾಧ್ಯಕ್ಷರು ನಗರಸಭೆ, ನಂಜನಗೂಡು. — [769, 1019, 841, 1037]
col-header: ಅಂದಾಜು ಮೊತ್ತ (ಲಕ್ಷಗಳಲ್ಲಿ) — [1224, 1616, 1272, 1633]
shop-number: 31 — [192, 1297, 230, 1310]
case-number: O.S. 40/2025 — [827, 382, 893, 393]
reservation: ಸಾಮಾನ್ಯ — [400, 1336, 462, 1349]
tender-id: DMA/2025-26/AUCTION4393 — [230, 1232, 400, 1245]
table-cell: 4 — [975, 1663, 993, 1673]
dipr-code: ಕವಾ/ಕೊಡಗು/ಕರ್ನಾಟಕ/ಡಿಐ/ಪಿ/2025-26 — [974, 1301, 1063, 1309]
tender-id: DMA/2025-26/AUCTION4386 — [230, 1141, 400, 1154]
col-header: ಮಳಿಗೆ ಸಂಖ್ಯೆ — [192, 886, 230, 907]
shop-number: 9 — [192, 1011, 230, 1024]
turuvekere-auction-ad — [8, 736, 642, 2000]
tender-id: DMA/2025-26/AUCTION4401 — [230, 1336, 400, 1349]
reservation: ಸಾಮಾನ್ಯ — [400, 1258, 462, 1271]
auction-table-body — [16, 907, 635, 1479]
reservation: ಸಾಮಾನ್ಯ — [400, 1102, 462, 1115]
notice-lost-document — [336, 372, 486, 728]
tender-id: DMA/2025-26/AUCTION4392 — [230, 1219, 400, 1232]
signature-president: ಸಹಿ/- ಅಧ್ಯಕ್ಷರು ನಗರಸಭೆ, ನಂಜನಗೂಡು. — [652, 1019, 750, 1028]
table-row — [975, 1724, 1272, 1734]
notice-text-block — [416, 93, 522, 193]
table-row — [975, 1704, 1272, 1714]
group-sl: 3 — [16, 1206, 34, 1349]
signature-president: ಸಹಿ/- ಅಧ್ಯಕ್ಷರು, ಪಟ್ಟಣ ಪಂಚಾಯಿತಿ, ತುರುವೇಕೆರೆ. — [50, 1508, 186, 1518]
group-description: ಹಳೆ ಬಸ್ ನಿಲ್ದಾಣದ ವಾಣಿಜ್ಯ ಮಳಿಗೆ ಸಂಖ್ಯೆ 24 ರಿಂದ 34 Ground Floor Non Street Facing Shop No 24 to 34 — [34, 1206, 192, 1349]
table-header-row — [653, 927, 958, 946]
office-address: ನಂಜನಗೂಡು-571301, ಮೈಸೂರು ಜಿಲ್ಲೆ ದೂರವಾಣಿ ಸಂಖ್ಯೆ : 08221-226236 — [696, 830, 881, 839]
court-name: IN THE COURT OF THE 5TH ADDL CIVIL JUDGE (JR.DN) AT TUMAKURU — [806, 356, 914, 380]
reservation: ಸಾಮಾನ್ಯ — [400, 1466, 462, 1479]
reservation: ಸಾಮಾನ್ಯ — [400, 1076, 462, 1089]
reservation: ಸಾಮಾನ್ಯ — [400, 998, 462, 1011]
notice-signature: ಆದೇಶದ ಮೇರೆಗೆ — [1085, 694, 1119, 702]
shop-number: 43 — [192, 1453, 230, 1466]
notice-date: ದಿ:25-09-2025 — [1219, 1543, 1272, 1551]
table-cell: DMA/2025-26/OW/WORK_INDENT48950 — [993, 1653, 1174, 1663]
notice-text-block — [804, 93, 916, 193]
table-cell: 21.00 — [1224, 1673, 1272, 1683]
reservation: ಪರಿಶಿಷ್ಟ ಪಂಗಡ — [400, 920, 462, 933]
nanjangud-tender-table — [652, 927, 958, 978]
